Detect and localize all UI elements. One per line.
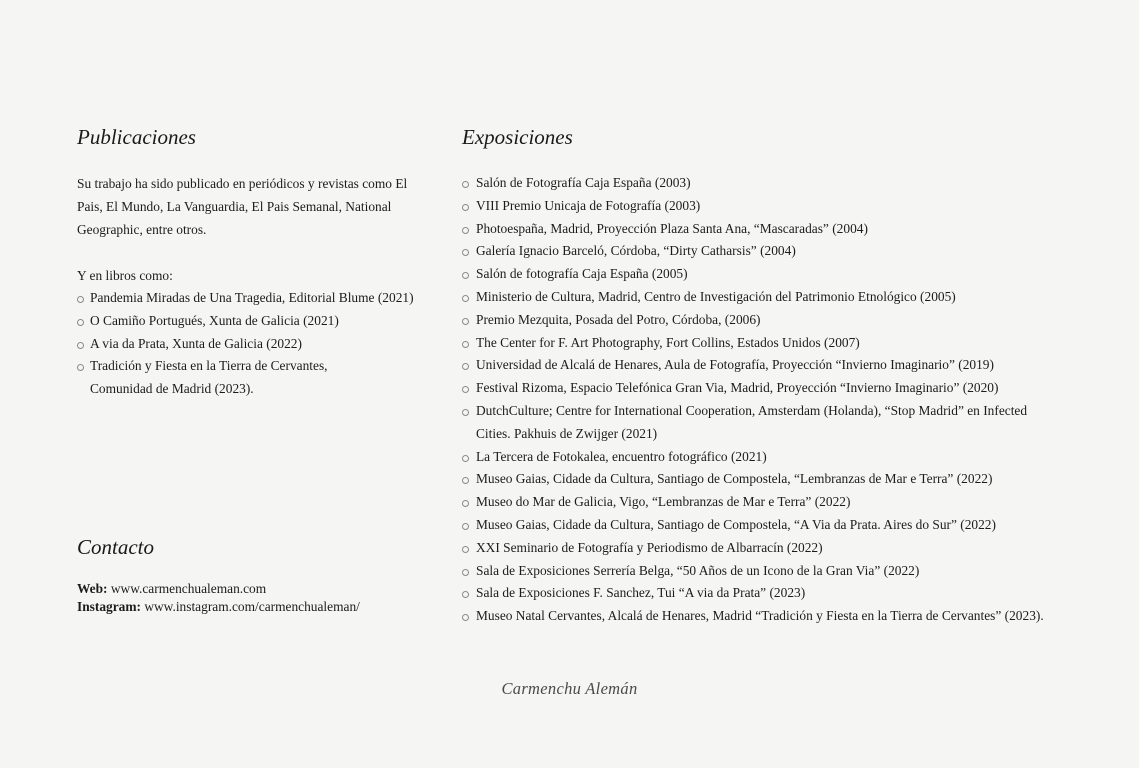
exhibition-entry: DutchCulture; Centre for International Cooperation, Amsterdam (Holanda), “Stop Madrid” en Infected Cities. Pakhuis de Zwijger (2021) xyxy=(476,402,1028,441)
web-link[interactable]: www.carmenchualeman.com xyxy=(110,581,267,596)
list-item xyxy=(462,514,1122,537)
list-item xyxy=(462,218,1122,241)
list-item xyxy=(462,560,1122,583)
list-item xyxy=(462,400,1056,446)
exhibition-entry: Museo Gaias, Cidade da Cultura, Santiago de Compostela, “Lembranzas de Mar e Terra” (2022) xyxy=(476,471,993,487)
list-item xyxy=(462,377,1122,400)
circle-bullet-icon xyxy=(462,272,469,279)
circle-bullet-icon xyxy=(77,342,84,349)
contacto-heading: Contacto xyxy=(77,535,154,559)
exhibition-entry: Festival Rizoma, Espacio Telefónica Gran Via, Madrid, Proyección “Invierno Imaginario” (2020) xyxy=(476,380,999,396)
exhibition-entry: Photoespaña, Madrid, Proyección Plaza Santa Ana, “Mascaradas” (2004) xyxy=(476,220,868,236)
list-item xyxy=(462,605,1122,628)
list-item xyxy=(462,354,1122,377)
list-item xyxy=(462,332,1122,355)
exhibition-entry: La Tercera de Fotokalea, encuentro fotográfico (2021) xyxy=(476,448,767,464)
exhibition-entry: Premio Mezquita, Posada del Potro, Córdoba, (2006) xyxy=(476,311,761,327)
exhibition-entry: Sala de Exposiciones F. Sanchez, Tui “A via da Prata” (2023) xyxy=(476,585,806,601)
circle-bullet-icon xyxy=(77,319,84,326)
instagram-label: Instagram: xyxy=(77,599,141,614)
list-item xyxy=(462,172,1122,195)
list-item xyxy=(77,310,437,333)
circle-bullet-icon xyxy=(462,591,469,598)
exposiciones-section xyxy=(462,122,1122,628)
circle-bullet-icon xyxy=(462,409,469,416)
circle-bullet-icon xyxy=(462,500,469,507)
list-item xyxy=(462,286,1122,309)
contacto-section xyxy=(77,532,437,616)
list-item xyxy=(77,355,352,401)
exhibition-entry: Sala de Exposiciones Serrería Belga, “50 Años de un Icono de la Gran Via” (2022) xyxy=(476,562,920,578)
exposiciones-heading: Exposiciones xyxy=(462,125,573,149)
list-item xyxy=(462,240,1122,263)
exhibition-entry: VIII Premio Unicaja de Fotografía (2003) xyxy=(476,197,701,213)
list-item xyxy=(462,446,1122,469)
circle-bullet-icon xyxy=(462,318,469,325)
exhibition-entry: The Center for F. Art Photography, Fort Collins, Estados Unidos (2007) xyxy=(476,334,860,350)
list-item xyxy=(462,537,1122,560)
circle-bullet-icon xyxy=(462,181,469,188)
book-title: A via da Prata, Xunta de Galicia (2022) xyxy=(90,335,302,351)
web-label: Web: xyxy=(77,581,108,596)
circle-bullet-icon xyxy=(77,364,84,371)
instagram-row xyxy=(77,598,437,616)
circle-bullet-icon xyxy=(462,341,469,348)
list-item xyxy=(462,309,1122,332)
circle-bullet-icon xyxy=(462,227,469,234)
circle-bullet-icon xyxy=(462,569,469,576)
exhibition-entry: Ministerio de Cultura, Madrid, Centro de Investigación del Patrimonio Etnológico (2005) xyxy=(476,288,956,304)
instagram-link[interactable]: www.instagram.com/carmenchualeman/ xyxy=(144,599,360,614)
book-title: Pandemia Miradas de Una Tragedia, Editorial Blume (2021) xyxy=(90,290,414,305)
circle-bullet-icon xyxy=(462,455,469,462)
web-row xyxy=(77,580,437,598)
circle-bullet-icon xyxy=(462,386,469,393)
list-item xyxy=(77,333,437,356)
circle-bullet-icon xyxy=(462,614,469,621)
circle-bullet-icon xyxy=(462,363,469,370)
circle-bullet-icon xyxy=(462,546,469,553)
circle-bullet-icon xyxy=(462,204,469,211)
exposiciones-list xyxy=(462,172,1122,628)
publicaciones-intro: Su trabajo ha sido publicado en periódicos y revistas como El Pais, El Mundo, La Vanguardia, El Pais Semanal, National Geographic, entre otros. xyxy=(77,176,408,237)
list-item xyxy=(462,468,1122,491)
book-title: O Camiño Portugués, Xunta de Galicia (2021) xyxy=(90,312,339,328)
exhibition-entry: Salón de Fotografía Caja España (2003) xyxy=(476,175,691,190)
exhibition-entry: Museo do Mar de Galicia, Vigo, “Lembranzas de Mar e Terra” (2022) xyxy=(476,494,851,510)
book-title: Tradición y Fiesta en la Tierra de Cervantes, Comunidad de Madrid (2023). xyxy=(90,358,328,397)
circle-bullet-icon xyxy=(462,477,469,484)
books-intro: Y en libros como: xyxy=(77,268,173,283)
publicaciones-heading: Publicaciones xyxy=(77,125,196,149)
books-list xyxy=(77,287,437,401)
list-item xyxy=(462,491,1122,514)
list-item xyxy=(462,582,1122,605)
exhibition-entry: Museo Gaias, Cidade da Cultura, Santiago de Compostela, “A Via da Prata. Aires do Sur” (2022) xyxy=(476,516,996,532)
circle-bullet-icon xyxy=(462,249,469,256)
exhibition-entry: Salón de fotografía Caja España (2005) xyxy=(476,266,688,282)
exhibition-entry: Galería Ignacio Barceló, Córdoba, “Dirty Catharsis” (2004) xyxy=(476,243,796,259)
circle-bullet-icon xyxy=(462,523,469,530)
exhibition-entry: Universidad de Alcalá de Henares, Aula de Fotografía, Proyección “Invierno Imaginario” (2019) xyxy=(476,357,994,373)
list-item xyxy=(462,263,1122,286)
list-item xyxy=(77,287,437,310)
contact-details xyxy=(77,580,437,616)
circle-bullet-icon xyxy=(462,295,469,302)
publicaciones-section xyxy=(77,122,437,401)
exhibition-entry: Museo Natal Cervantes, Alcalá de Henares, Madrid “Tradición y Fiesta en la Tierra de Cervantes” (2023). xyxy=(476,608,1044,624)
author-signature: Carmenchu Alemán xyxy=(501,679,638,698)
circle-bullet-icon xyxy=(77,296,84,303)
exhibition-entry: XXI Seminario de Fotografía y Periodismo de Albarracín (2022) xyxy=(476,539,823,555)
list-item xyxy=(462,195,1122,218)
